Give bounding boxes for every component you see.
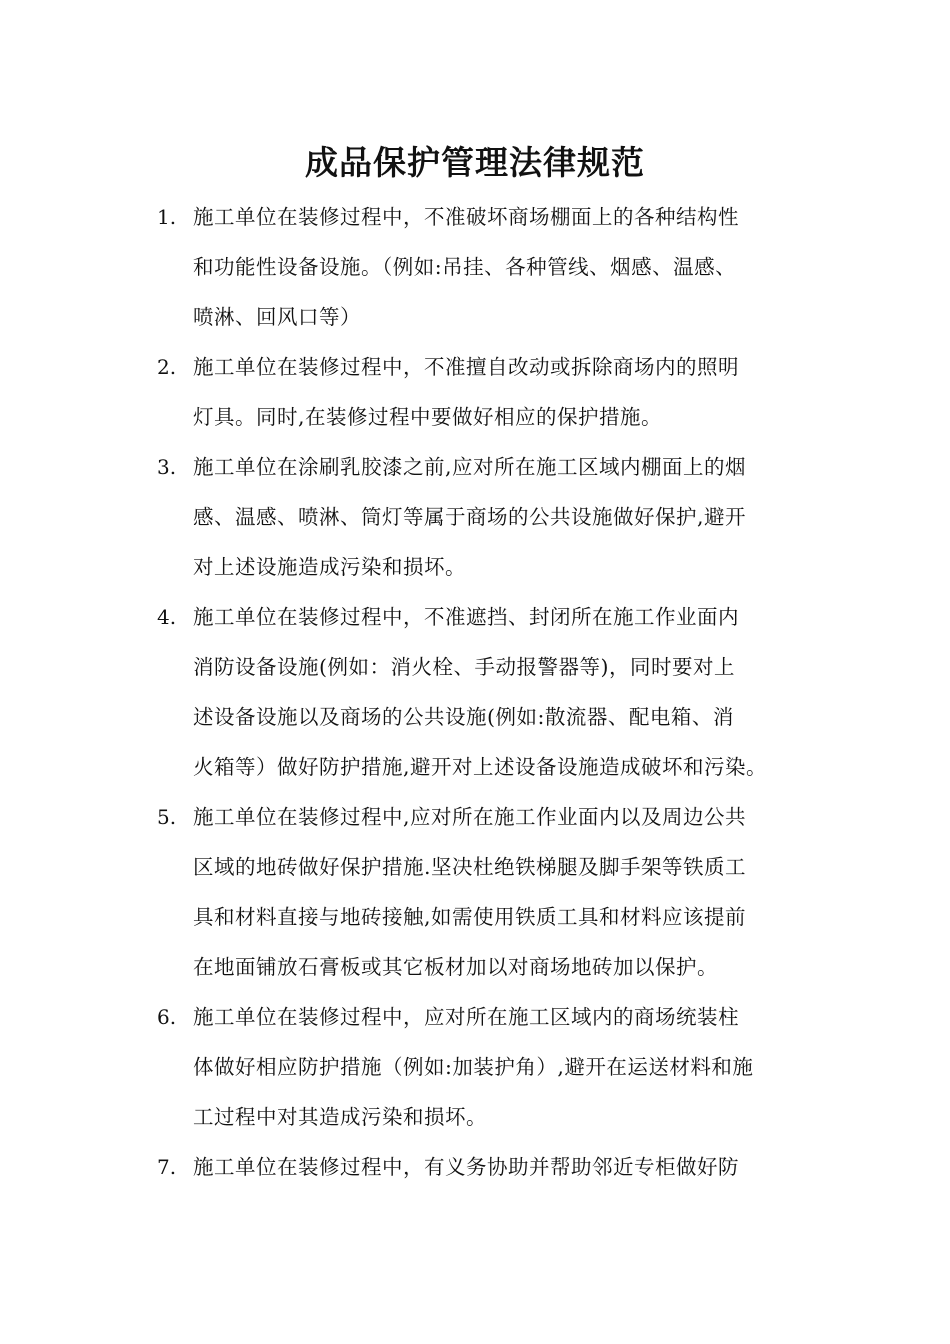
list-item xyxy=(157,992,817,1142)
list-item-number: 7. xyxy=(157,1155,177,1179)
text-line: 工过程中对其造成污染和损坏。 xyxy=(193,1105,487,1129)
text-line: 消防设备设施(例如：消火栓、手动报警器等)，同时要对上 xyxy=(193,655,735,679)
list-item-text xyxy=(193,192,817,342)
list-item-text xyxy=(193,592,817,792)
text-line: 施工单位在装修过程中，有义务协助并帮助邻近专柜做好防 xyxy=(193,1155,739,1179)
text-line: 灯具。同时,在装修过程中要做好相应的保护措施。 xyxy=(193,405,663,429)
text-line: 区域的地砖做好保护措施.坚决杜绝铁梯腿及脚手架等铁质工 xyxy=(193,855,747,879)
text-line: 喷淋、回风口等） xyxy=(193,305,361,329)
list-item xyxy=(157,442,817,592)
list-item-text xyxy=(193,992,817,1142)
list-item xyxy=(157,1142,817,1192)
list-item-text xyxy=(193,342,817,442)
list-item xyxy=(157,592,817,792)
text-line: 和功能性设备设施。（例如:吊挂、各种管线、烟感、温感、 xyxy=(193,255,737,279)
list-item-text xyxy=(193,442,817,592)
text-line: 施工单位在装修过程中，不准破坏商场棚面上的各种结构性 xyxy=(193,205,739,229)
list-item-number: 6. xyxy=(157,1005,177,1029)
text-line: 对上述设施造成污染和损坏。 xyxy=(193,555,466,579)
list-item-text xyxy=(193,792,817,992)
text-line: 述设备设施以及商场的公共设施(例如:散流器、配电箱、消 xyxy=(193,705,734,729)
list-item-number: 2. xyxy=(157,355,177,379)
text-line: 施工单位在装修过程中，不准擅自改动或拆除商场内的照明 xyxy=(193,355,739,379)
list-item xyxy=(157,192,817,342)
list-item xyxy=(157,342,817,442)
list-item-number: 1. xyxy=(157,205,177,229)
text-line: 施工单位在装修过程中，应对所在施工区域内的商场统装柱 xyxy=(193,1005,739,1029)
list-item-text xyxy=(193,1142,817,1192)
text-line: 施工单位在涂刷乳胶漆之前,应对所在施工区域内棚面上的烟 xyxy=(193,455,747,479)
document-title: 成品保护管理法律规范 xyxy=(305,143,645,182)
list-item-number: 3. xyxy=(157,455,177,479)
numbered-list xyxy=(157,192,817,1192)
text-line: 感、温感、喷淋、筒灯等属于商场的公共设施做好保护,避开 xyxy=(193,505,747,529)
text-line: 具和材料直接与地砖接触,如需使用铁质工具和材料应该提前 xyxy=(193,905,747,929)
list-item-number: 4. xyxy=(157,605,177,629)
text-line: 体做好相应防护措施（例如:加装护角）,避开在运送材料和施 xyxy=(193,1055,754,1079)
list-item-number: 5. xyxy=(157,805,177,829)
text-line: 施工单位在装修过程中，不准遮挡、封闭所在施工作业面内 xyxy=(193,605,739,629)
text-line: 火箱等）做好防护措施,避开对上述设备设施造成破坏和污染。 xyxy=(193,755,768,779)
text-line: 在地面铺放石膏板或其它板材加以对商场地砖加以保护。 xyxy=(193,955,718,979)
text-line: 施工单位在装修过程中,应对所在施工作业面内以及周边公共 xyxy=(193,805,747,829)
list-item xyxy=(157,792,817,992)
